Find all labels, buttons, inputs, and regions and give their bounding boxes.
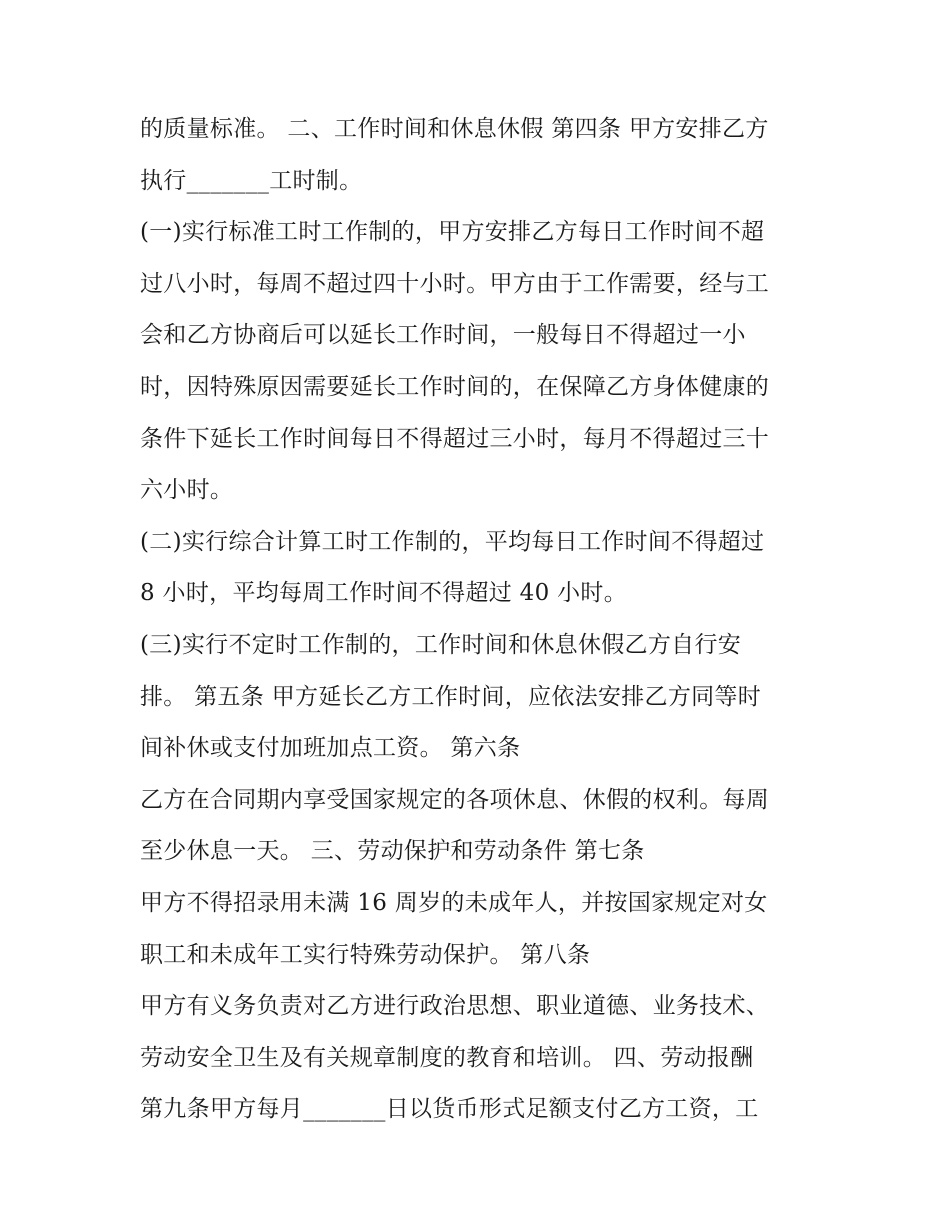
text-line: 8 小时，平均每周工作时间不得超过 40 小时。 [140, 580, 628, 607]
text-line: 甲方有义务负责对乙方进行政治思想、职业道德、业务技术、 [140, 993, 770, 1020]
text-line: 条件下延长工作时间每日不得超过三小时，每月不得超过三十 [140, 425, 770, 452]
document-body [140, 104, 820, 1136]
text-line: 至少休息一天。 三、劳动保护和劳动条件 第七条 [140, 838, 645, 865]
text-line: 排。 第五条 甲方延长乙方工作时间，应依法安排乙方同等时 [140, 683, 762, 710]
text-line: 的质量标准。 二、工作时间和休息休假 第四条 甲方安排乙方 [140, 116, 769, 142]
text-line: 时，因特殊原因需要延长工作时间的，在保障乙方身体健康的 [140, 373, 770, 400]
text-line: 执行_______工时制。 [140, 167, 363, 194]
text-line: 职工和未成年工实行特殊劳动保护。 第八条 [140, 941, 591, 968]
text-line: 乙方在合同期内享受国家规定的各项休息、休假的权利。每周 [140, 786, 770, 813]
text-line: 会和乙方协商后可以延长工作时间，一般每日不得超过一小 [140, 322, 746, 349]
text-line: 甲方不得招录用未满 16 周岁的未成年人，并按国家规定对女 [140, 889, 768, 916]
text-line: (三)实行不定时工作制的，工作时间和休息休假乙方自行安 [140, 631, 742, 658]
text-line: 六小时。 [140, 477, 234, 504]
text-line: 过八小时，每周不超过四十小时。甲方由于工作需要，经与工 [140, 270, 770, 297]
text-line: 第九条甲方每月_______日以货币形式足额支付乙方工资，工 [140, 1096, 759, 1123]
text-line: (二)实行综合计算工时工作制的，平均每日工作时间不得超过 [140, 528, 765, 555]
text-line: (一)实行标准工时工作制的，甲方安排乙方每日工作时间不超 [140, 219, 765, 246]
text-line: 间补休或支付加班加点工资。 第六条 [140, 735, 521, 762]
text-line: 劳动安全卫生及有关规章制度的教育和培训。 四、劳动报酬 [140, 1044, 754, 1071]
